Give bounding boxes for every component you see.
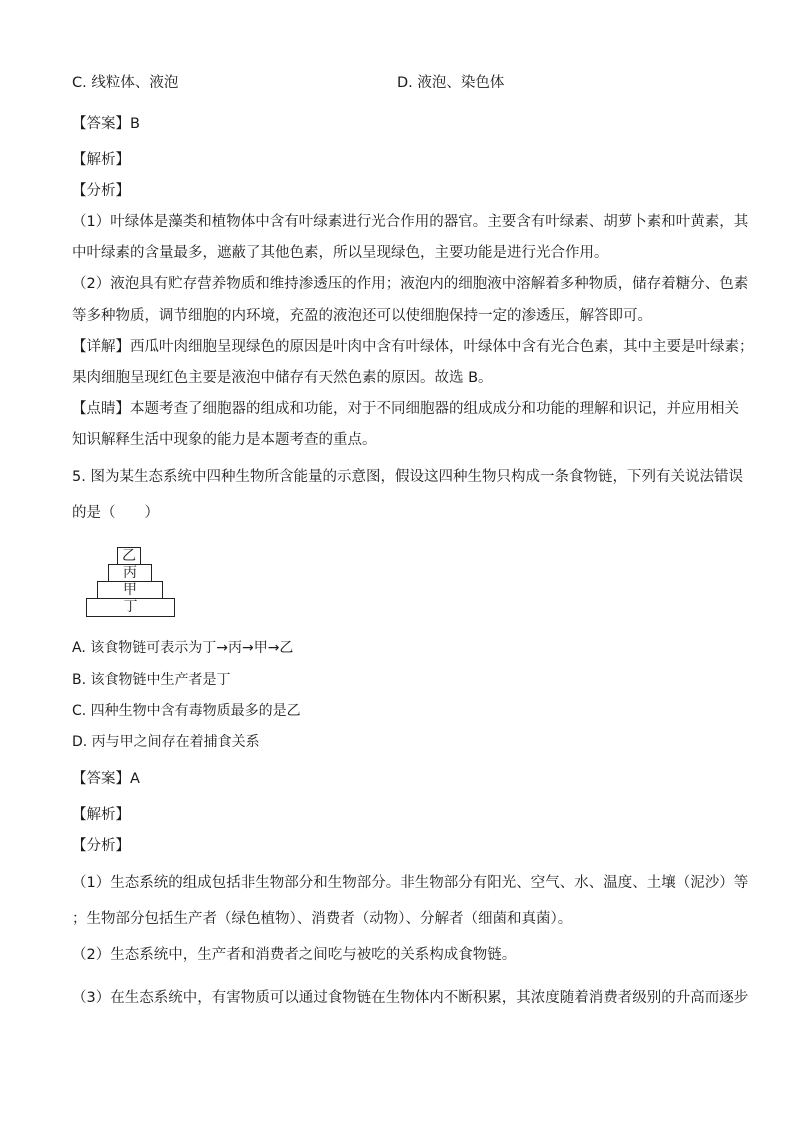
analysis-heading: 【解析】 xyxy=(72,807,130,823)
option-d: D. 丙与甲之间存在着捕食关系 xyxy=(72,734,260,750)
question-stem: 5. 图为某生态系统中四种生物所含能量的示意图，假设这四种生物只构成一条食物链，下列有关说法错误 xyxy=(72,469,743,485)
option-d-prev: D. 液泡、染色体 xyxy=(397,75,505,91)
comment-line: 【点睛】本题考查了细胞器的组成和功能，对于不同细胞器的组成成分和功能的理解和识记，并应用相关 xyxy=(72,401,739,417)
detail-line: 【详解】西瓜叶肉细胞呈现绿色的原因是叶肉中含有叶绿体，叶绿体中含有光合色素，其中主要是叶绿素； xyxy=(72,339,754,355)
paragraph-line: （1）生态系统的组成包括非生物部分和生物部分。非生物部分有阳光、空气、水、温度、土壤（泥沙）等 xyxy=(72,875,749,891)
fenxi-heading: 【分析】 xyxy=(72,838,130,854)
analysis-heading: 【解析】 xyxy=(72,152,130,168)
pyramid-level-1: 乙 xyxy=(117,547,141,565)
option-b: B. 该食物链中生产者是丁 xyxy=(72,672,231,688)
paragraph-line: （3）在生态系统中，有害物质可以通过食物链在生物体内不断积累，其浓度随着消费者级别的升高而逐步 xyxy=(72,990,749,1006)
paragraph-line: 等多种物质，调节细胞的内环境，充盈的液泡还可以使细胞保持一定的渗透压，解答即可。 xyxy=(72,308,652,324)
option-c-prev: C. 线粒体、液泡 xyxy=(72,75,179,91)
pyramid-level-4: 丁 xyxy=(86,598,175,617)
fenxi-heading: 【分析】 xyxy=(72,183,130,199)
question-stem: 的是（ ） xyxy=(72,505,159,521)
answer-label: 【答案】A xyxy=(72,771,140,787)
pyramid-level-2: 丙 xyxy=(108,564,152,582)
option-c: C. 四种生物中含有毒物质最多的是乙 xyxy=(72,703,301,719)
answer-label: 【答案】B xyxy=(72,116,140,132)
paragraph-line: （2）液泡具有贮存营养物质和维持渗透压的作用；液泡内的细胞液中溶解着多种物质，储存着糖分、色素 xyxy=(72,276,749,292)
paragraph-line: （1）叶绿体是藻类和植物体中含有叶绿素进行光合作用的器官。主要含有叶绿素、胡萝卜素和叶黄素，其 xyxy=(72,214,749,230)
paragraph-line: （2）生态系统中，生产者和消费者之间吃与被吃的关系构成食物链。 xyxy=(72,947,517,963)
paragraph-line: 中叶绿素的含量最多，遮蔽了其他色素，所以呈现绿色，主要功能是进行光合作用。 xyxy=(72,245,609,261)
comment-line: 知识解释生活中现象的能力是本题考查的重点。 xyxy=(72,432,377,448)
option-a: A. 该食物链可表示为丁→丙→甲→乙 xyxy=(72,640,294,656)
pyramid-level-3: 甲 xyxy=(97,581,163,599)
paragraph-line: ；生物部分包括生产者（绿色植物）、消费者（动物）、分解者（细菌和真菌）。 xyxy=(72,911,573,927)
detail-line: 果肉细胞呈现红色主要是液泡中储存有天然色素的原因。故选 B。 xyxy=(72,370,493,386)
